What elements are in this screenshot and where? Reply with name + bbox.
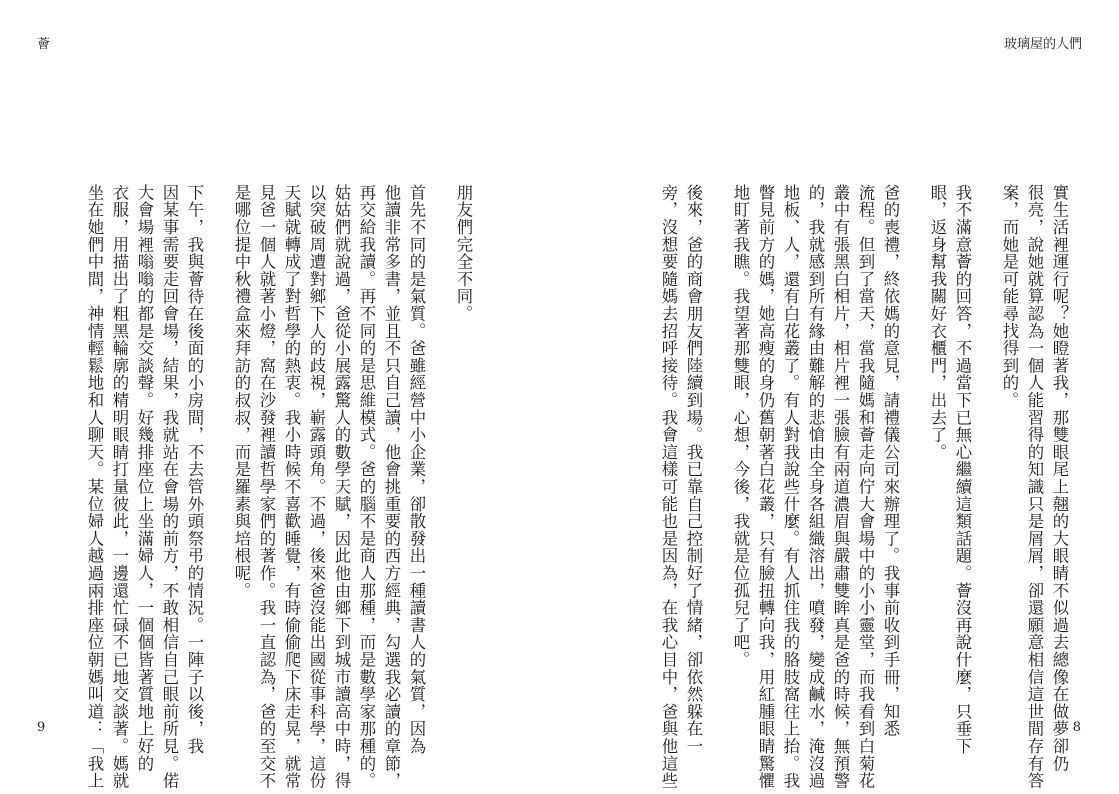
text-line: 地板、人，還有白花叢了。有人對我說些什麼。有人抓住我的胳肢窩往上抬。我 — [781, 184, 800, 790]
text-line: 實生活裡運行呢？她瞪著我，那雙眼尾上翹的大眼睛不似過去總像在做夢卻仍 — [1050, 184, 1069, 773]
text-line: 我不滿意薈的回答，不過當下已無心繼續這類話題。薈沒再說什麼，只垂下 — [953, 184, 972, 755]
text-line: 見爸一個人就著小燈，窩在沙發裡讀哲學家們的著作。我一直認為，爸的至交不 — [257, 184, 276, 790]
text-line: 很亮，說她就算認為一個人能習得的知識只是屑屑，卻還願意相信這世間存有答 — [1025, 184, 1044, 790]
text-line: 旁，沒想要隨媽去招呼接待。我會這樣可能也是因為，在我心目中，爸與他這些 — [659, 184, 678, 790]
text-line: 坐在她們中間，神情輕鬆地和人聊天。某位婦人越過兩排座位朝媽叫道：「我上 — [85, 184, 104, 790]
left-running-head: 薈 — [37, 37, 51, 52]
paragraph-gap — [975, 184, 997, 704]
paragraph-gap — [429, 184, 451, 704]
text-line: 下午，我與薈待在後面的小房間，不去管外頭祭弔的情況。一陣子以後，我 — [185, 184, 204, 755]
paragraph-gap — [903, 184, 925, 704]
left-page-number: 9 — [37, 720, 46, 735]
right-running-head: 玻璃屋的人們 — [1003, 37, 1082, 52]
text-line: 因某事需要走回會場，結果，我就站在會場的前方，不敢相信自己眼前所見。偌 — [160, 184, 179, 790]
left-page-text — [64, 184, 476, 790]
text-line: 叢中有張黑白相片，相片裡一張臉有兩道濃眉與嚴肅雙眸真是爸的時候，無預警 — [831, 184, 850, 790]
text-line: 首先不同的是氣質。爸雖經營中小企業，卻散發出一種讀書人的氣質，因為 — [407, 184, 426, 755]
text-line: 眼，返身幫我關好衣櫃門，出去了。 — [928, 184, 947, 461]
right-page-number: 8 — [1072, 720, 1081, 735]
text-line: 他讀非常多書，並且不只自己讀，他會挑重要的西方經典，勾選我必讀的章節， — [382, 184, 401, 790]
text-line: 以突破周遭對鄉下人的歧視，嶄露頭角。不過，後來爸沒能出國從事科學，這份 — [307, 184, 326, 790]
right-page-text — [659, 184, 1072, 790]
paragraph-gap — [207, 184, 229, 704]
text-line: 地盯著我瞧。我望著那雙眼，心想，今後，我就是位孤兒了吧。 — [731, 184, 750, 669]
text-line: 流程。但到了當天，當我隨媽和薈走向佇大會場中的小小靈堂，而我看到白菊花 — [856, 184, 875, 790]
text-line: 再交給我讀。再不同的是思維模式。爸的腦不是商人那種，而是數學家那種的。 — [357, 184, 376, 790]
text-line: 後來，爸的商會朋友們陸續到場。我已靠自己控制好了情緒，卻依然躲在一 — [684, 184, 703, 755]
text-line: 的，我就感到所有緣由難解的悲愴由全身各組織溶出，噴發，變成鹹水，淹沒過 — [806, 184, 825, 790]
text-line: 爸的喪禮，終依媽的意見，請禮儀公司來辦理了。我事前收到手冊，知悉 — [881, 184, 900, 738]
text-line: 衣服，用描出了粗黑輪廓的精明眼睛打量彼此，一邊還忙碌不已地交談著。媽就 — [110, 184, 129, 790]
text-line: 姑姑們就說過，爸從小展露驚人的數學天賦，因此他由鄉下到城市讀高中時，得 — [332, 184, 351, 790]
text-line: 瞥見前方的媽，她高瘦的身仍舊朝著白花叢，只有臉扭轉向我，用紅腫眼睛驚懼 — [756, 184, 775, 790]
text-line: 是哪位提中秋禮盒來拜訪的叔叔，而是羅素與培根呢。 — [232, 184, 251, 600]
text-line: 天賦就轉成了對哲學的熱衷。我小時候不喜歡睡覺，有時偷偷爬下床走晃，就常 — [282, 184, 301, 790]
text-line: 案，而她是可能尋找得到的。 — [1000, 184, 1019, 409]
paragraph-gap — [706, 184, 728, 704]
text-line: 朋友們完全不同。 — [454, 184, 473, 323]
text-line: 大會場裡嗡嗡的都是交談聲。好幾排座位上坐滿婦人，一個個皆著質地上好的 — [135, 184, 154, 773]
